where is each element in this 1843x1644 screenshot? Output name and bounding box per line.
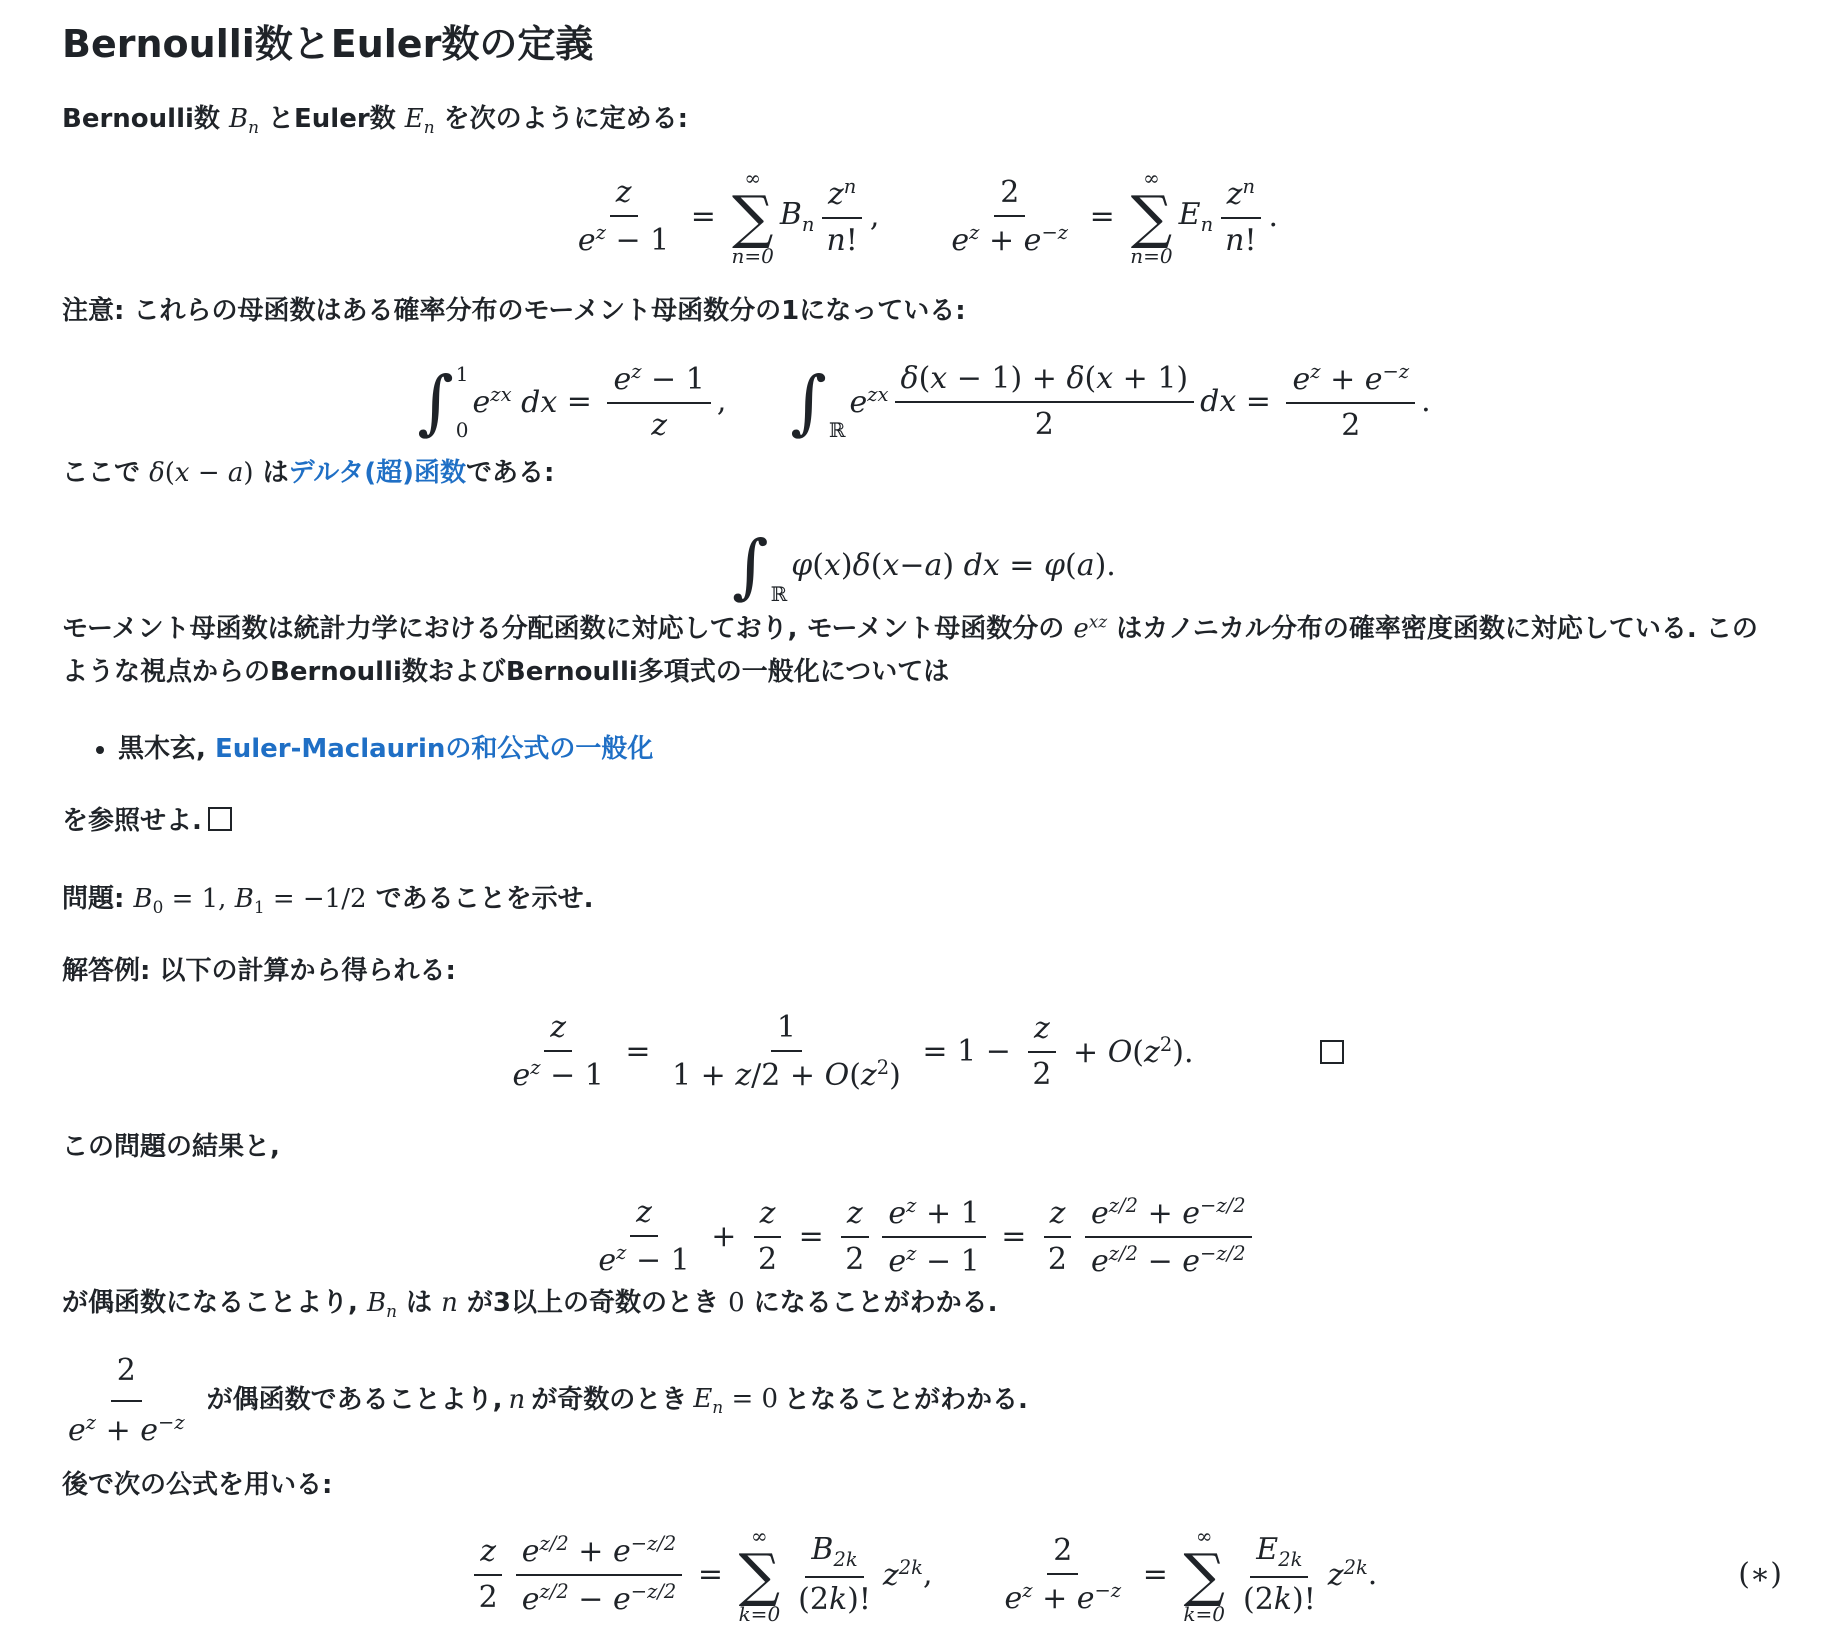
moment-paragraph: モーメント母函数は統計力学における分配函数に対応しており, モーメント母函数分の $e^{xz}$ はカノニカル分布の確率密度函数に対応している. このような視点からのBernoulli数およびBernoulli多項式の一般化については <box>62 611 1758 687</box>
delta-integral-equation: ∫ ℝ φ ( x ) δ ( x − a ) dx = φ ( a ). <box>732 525 1116 607</box>
problem-paragraph: 問題: $B_0 = 1$, $B_1 = -1/2$ であることを示せ. <box>62 884 594 918</box>
note-paragraph: 注意: これらの母函数はある確率分布のモーメント母函数分の1になっている: <box>62 296 966 326</box>
page-title: Bernoulli数とEuler数の定義 <box>62 22 594 66</box>
qed-box-icon <box>1320 1040 1344 1064</box>
even2-paragraph: 2 $e^z + e^{-z}$ が偶函数であることより, n が奇数のとき $E_n = 0$ となることがわかる. <box>62 1346 1028 1455</box>
moment-integral-equation: ∫ 1 0 $e^{zx}$ dx = $\frac{e^z - 1}{z}$ , ∫ ℝ $e^{zx}$ δ(x − 1) + δ(x + 1) 2 dx = $\frac{e^z + e^{-z}}{2}$ . <box>417 360 1431 443</box>
euler-maclaurin-link[interactable]: Euler-Maclaurinの和公式の一般化 <box>214 734 654 764</box>
result-paragraph: この問題の結果と, <box>62 1132 280 1162</box>
answer-paragraph: 解答例: 以下の計算から得られる: <box>62 956 456 986</box>
even-paragraph: が偶函数になることより, $B_n$ は n が3以上の奇数のとき 0 になることがわかる. <box>62 1288 998 1322</box>
intro-paragraph: Bernoulli数 $B_n$ とEuler数 $E_n$ を次のように定める: <box>62 104 689 138</box>
reference-list <box>62 728 653 771</box>
qed-box-icon <box>208 807 232 831</box>
see-paragraph: を参照せよ. <box>62 800 232 843</box>
delta-function-link[interactable]: デルタ(超)函数 <box>288 458 467 488</box>
delta-paragraph: ここで δ(x − a) はデルタ(超)函数である: <box>62 458 555 488</box>
even-function-equation: z $e^z - 1$ + $\frac{z}{2}$ = $\frac{z}{2}$ $\frac{e^z + 1}{e^z - 1}$ = $\frac{z}{2}$ $e^{z/2} + e^{-z/2}$ $e^{z/2} - e^{-z/2}$ <box>62 1194 1782 1280</box>
list-item: • 黒木玄, Euler-Maclaurinの和公式の一般化 <box>118 728 653 771</box>
answer-equation: $\frac{z}{e^z - 1}$ = $\frac{1}{1 + z/2 + O(z^2)}$ = 1 − $\frac{z}{2}$ + $O(z^2)$. <box>62 1010 1782 1094</box>
equation-tag: (∗) <box>1738 1557 1782 1592</box>
star-equation: z 2 $\frac{e^{z/2} + e^{-z/2}}{e^{z/2} - e^{-z/2}}$ = ∞ ∑ k=0 $B_{2k}$ (2k)! $z^{2k}$ , $\frac{2}{e^z + e^{-z}}$ = ∞ ∑ k=0 $E_{2k}$ (2k)! $z^{2k}$ . (∗) <box>62 1526 1782 1624</box>
formula-intro-paragraph: 後で次の公式を用いる: <box>62 1470 333 1500</box>
generating-function-equation: $\frac{z}{e^z - 1}$ = ∞ ∑ n=0 $B_n$ $z^n$ n! , $\frac{2}{e^z + e^{-z}}$ = ∞ ∑ n=0 $E_n$ $z^n$ n! . <box>577 166 1279 268</box>
